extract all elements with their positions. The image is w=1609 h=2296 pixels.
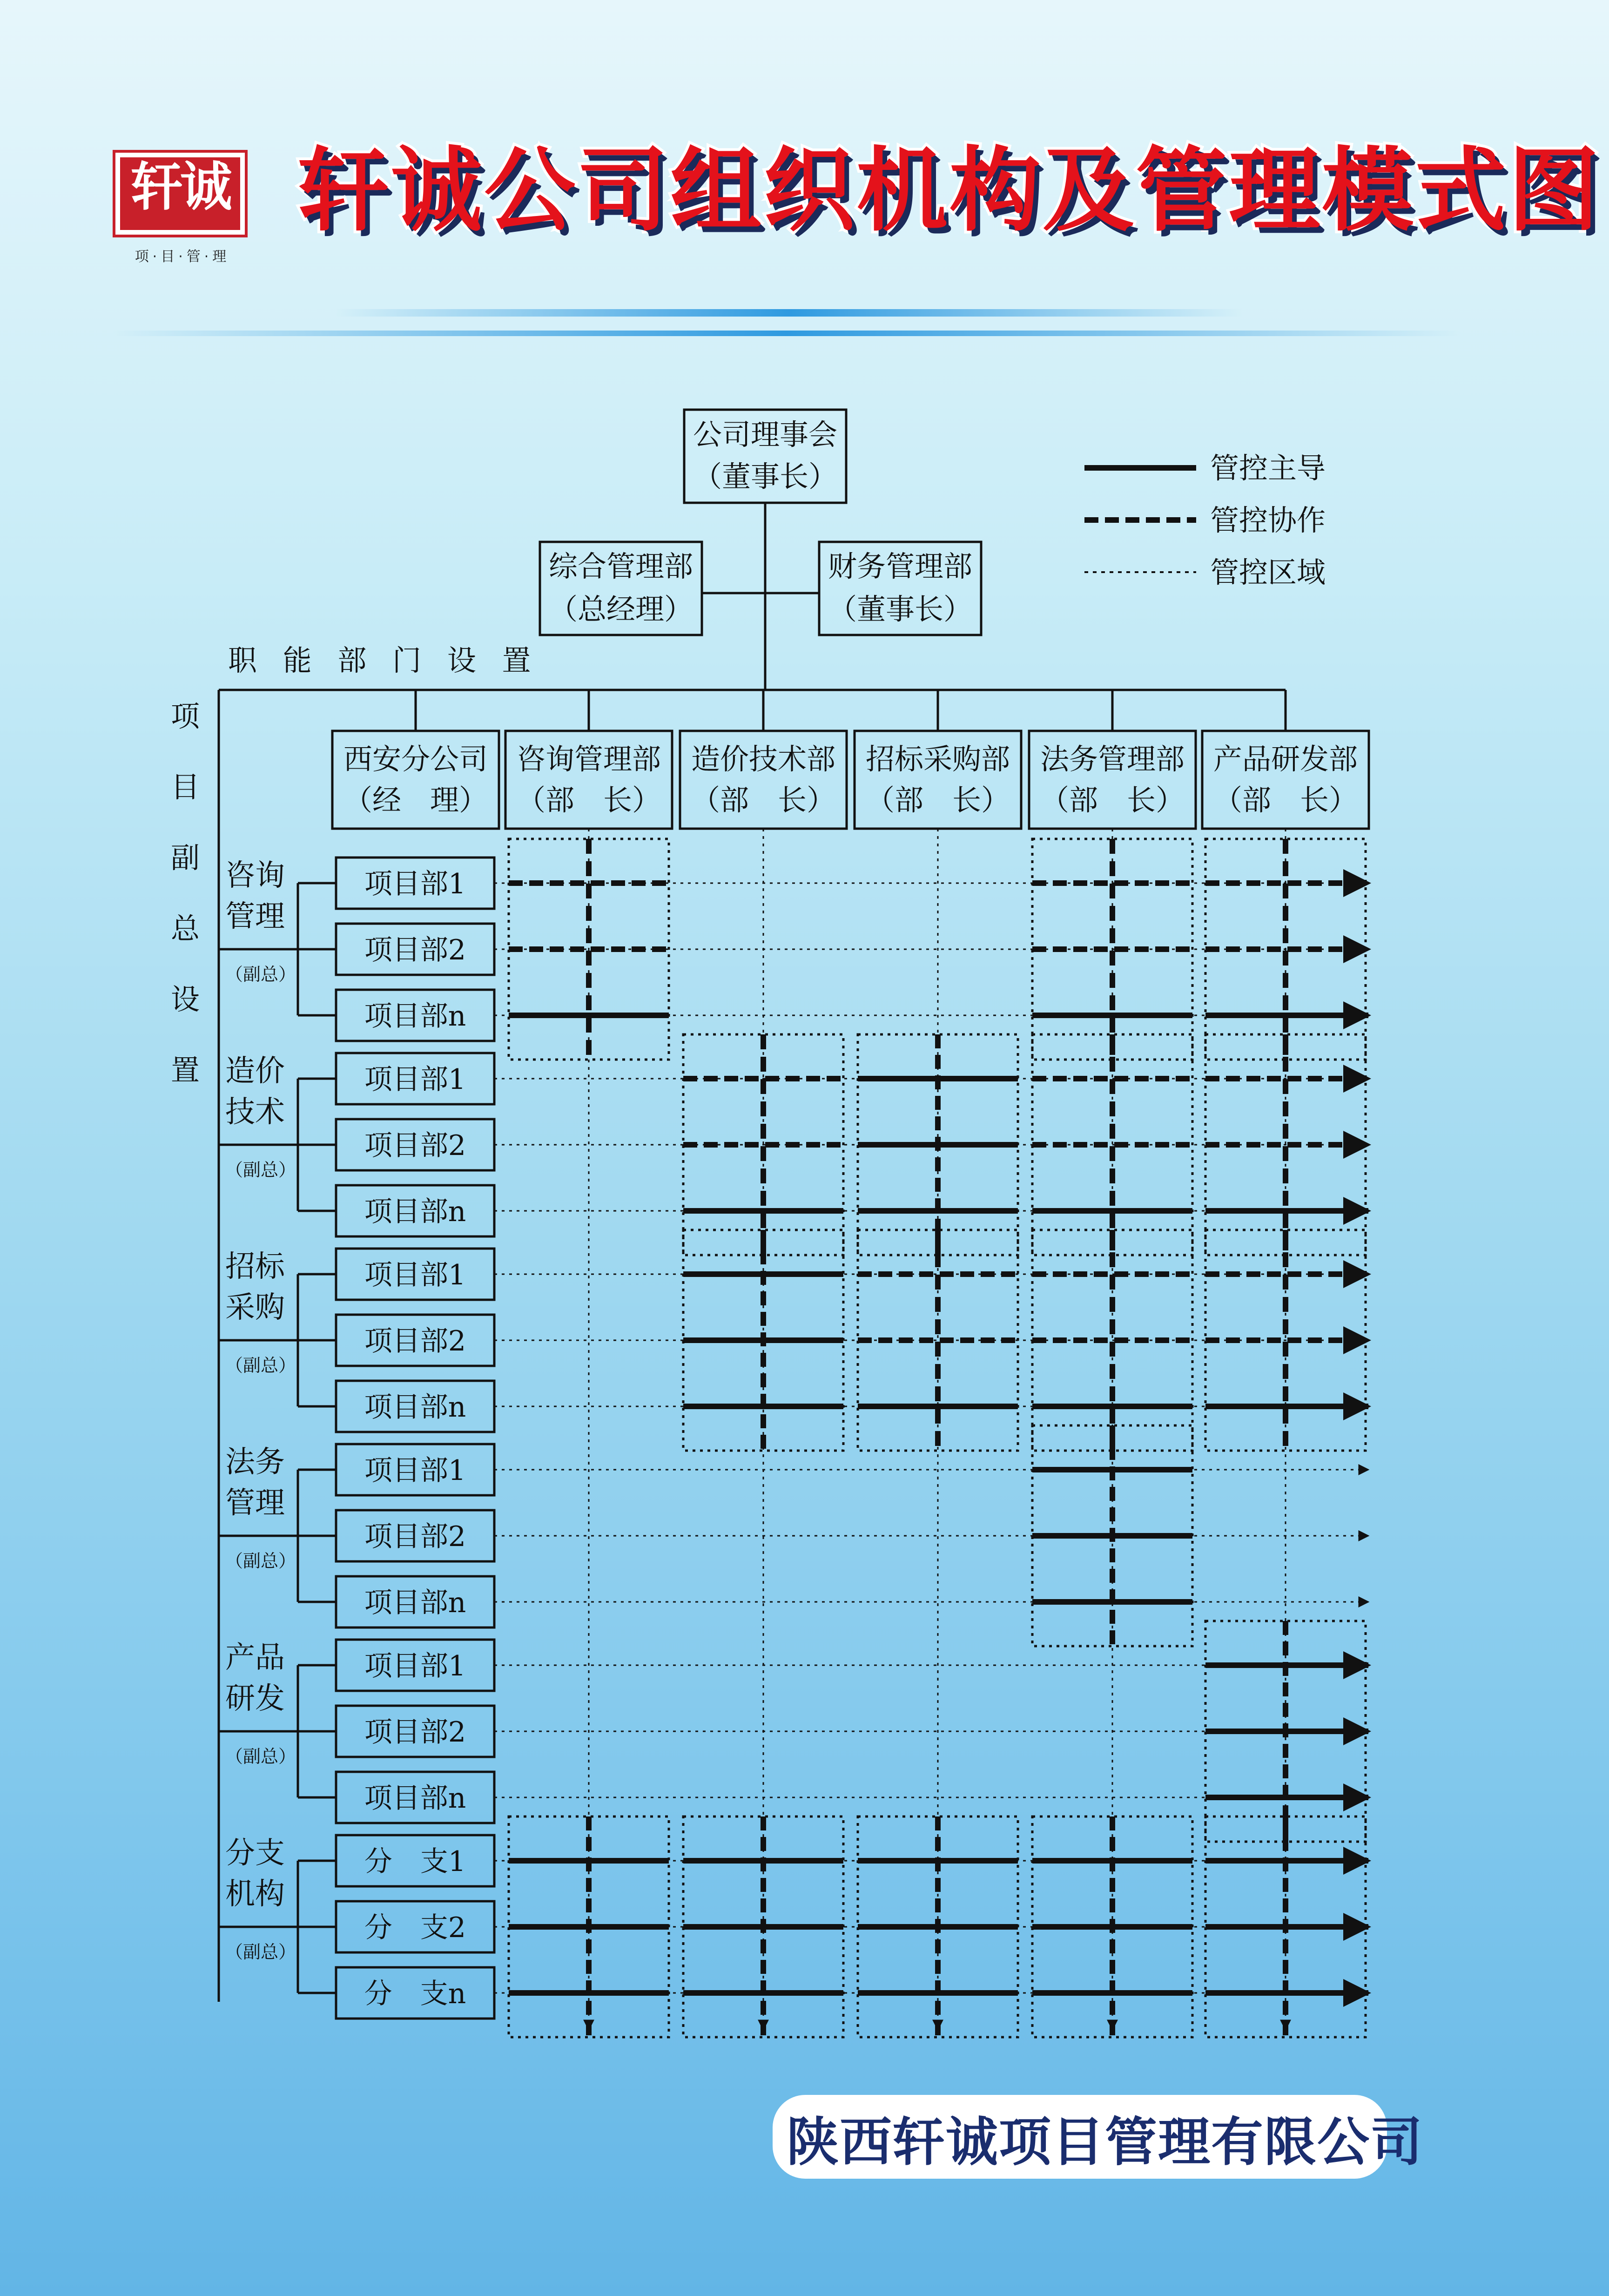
dept-role-1: （部 长） [516, 783, 661, 817]
project-dept-label: 项目部n [364, 1782, 466, 1815]
dept-name-1: 咨询管理部 [516, 742, 661, 776]
group-deputy-label: （副总） [225, 1551, 296, 1571]
group-deputy-label: （副总） [225, 1746, 296, 1767]
project-dept-label: 项目部2 [364, 934, 466, 966]
group-name-line2: 研发 [225, 1681, 285, 1716]
divider-line-2 [112, 331, 1461, 336]
vertical-label-char: 项 [170, 699, 200, 733]
project-dept-label: 项目部1 [364, 868, 466, 900]
project-dept-label: 项目部1 [364, 1259, 466, 1291]
group-name-line1: 招标 [225, 1249, 285, 1284]
project-dept-label: 项目部1 [364, 1063, 466, 1096]
finance-dept-name: 财务管理部 [828, 549, 973, 583]
group-name-line1: 咨询 [225, 858, 285, 893]
finance-dept-role: （董事长） [828, 592, 973, 626]
group-name-line1: 产品 [225, 1641, 285, 1675]
vertical-label-char: 目 [170, 770, 200, 804]
divider-line-1 [335, 309, 1243, 317]
logo-subtitle: 项·目·管·理 [135, 249, 230, 265]
group-name-line1: 造价 [225, 1054, 285, 1088]
group-name-line1: 法务 [225, 1445, 285, 1479]
group-name-line2: 采购 [225, 1290, 285, 1325]
functional-dept-label: 职 能 部 门 设 置 [228, 643, 539, 677]
project-dept-label: 项目部n [364, 1195, 466, 1228]
group-deputy-label: （副总） [225, 1942, 296, 1962]
dept-name-2: 造价技术部 [691, 742, 836, 776]
project-dept-label: 项目部n [364, 1391, 466, 1424]
dept-name-0: 西安分公司 [343, 742, 488, 776]
project-dept-label: 项目部2 [364, 1520, 466, 1553]
general-dept-name: 综合管理部 [548, 549, 693, 583]
dept-role-0: （经 理） [343, 783, 488, 817]
dept-role-4: （部 长） [1040, 783, 1185, 817]
vertical-label-char: 设 [170, 982, 200, 1016]
legend-label-solid: 管控主导 [1210, 451, 1326, 485]
project-dept-label: 分 支1 [364, 1845, 466, 1878]
board-name: 公司理事会 [693, 418, 838, 452]
dept-name-4: 法务管理部 [1040, 742, 1185, 776]
legend-label-dashed: 管控协作 [1210, 503, 1326, 537]
project-dept-label: 分 支2 [364, 1911, 466, 1944]
logo-text: 轩诚 [131, 157, 229, 217]
group-deputy-label: （副总） [225, 1355, 296, 1376]
project-dept-label: 分 支n [364, 1978, 466, 2010]
project-dept-label: 项目部2 [364, 1129, 466, 1162]
group-name-line2: 机构 [225, 1877, 285, 1911]
project-dept-label: 项目部2 [364, 1325, 466, 1357]
general-dept-role: （总经理） [548, 592, 693, 626]
dept-role-2: （部 长） [691, 783, 836, 817]
vertical-label-char: 置 [170, 1053, 200, 1087]
project-dept-label: 项目部n [364, 1000, 466, 1033]
group-name-line2: 管理 [225, 1486, 285, 1520]
group-name-line2: 技术 [225, 1095, 285, 1129]
dept-role-5: （部 长） [1213, 783, 1358, 817]
vertical-label-char: 副 [170, 841, 200, 875]
group-name-line2: 管理 [225, 899, 285, 934]
project-dept-label: 项目部n [364, 1587, 466, 1619]
page-title: 轩诚公司组织机构及管理模式图 [298, 138, 1602, 244]
project-dept-label: 项目部1 [364, 1650, 466, 1682]
dept-role-3: （部 长） [865, 783, 1010, 817]
group-deputy-label: （副总） [225, 1160, 296, 1180]
dept-name-5: 产品研发部 [1213, 742, 1358, 776]
dept-name-3: 招标采购部 [865, 742, 1010, 776]
company-name: 陕西轩诚项目管理有限公司 [787, 2112, 1423, 2173]
group-deputy-label: （副总） [225, 964, 296, 985]
group-name-line1: 分支 [225, 1836, 285, 1871]
project-dept-label: 项目部1 [364, 1454, 466, 1487]
project-dept-label: 项目部2 [364, 1716, 466, 1749]
legend-label-dotted: 管控区域 [1210, 555, 1326, 589]
vertical-label-char: 总 [170, 912, 200, 945]
board-role: （董事长） [693, 459, 838, 493]
